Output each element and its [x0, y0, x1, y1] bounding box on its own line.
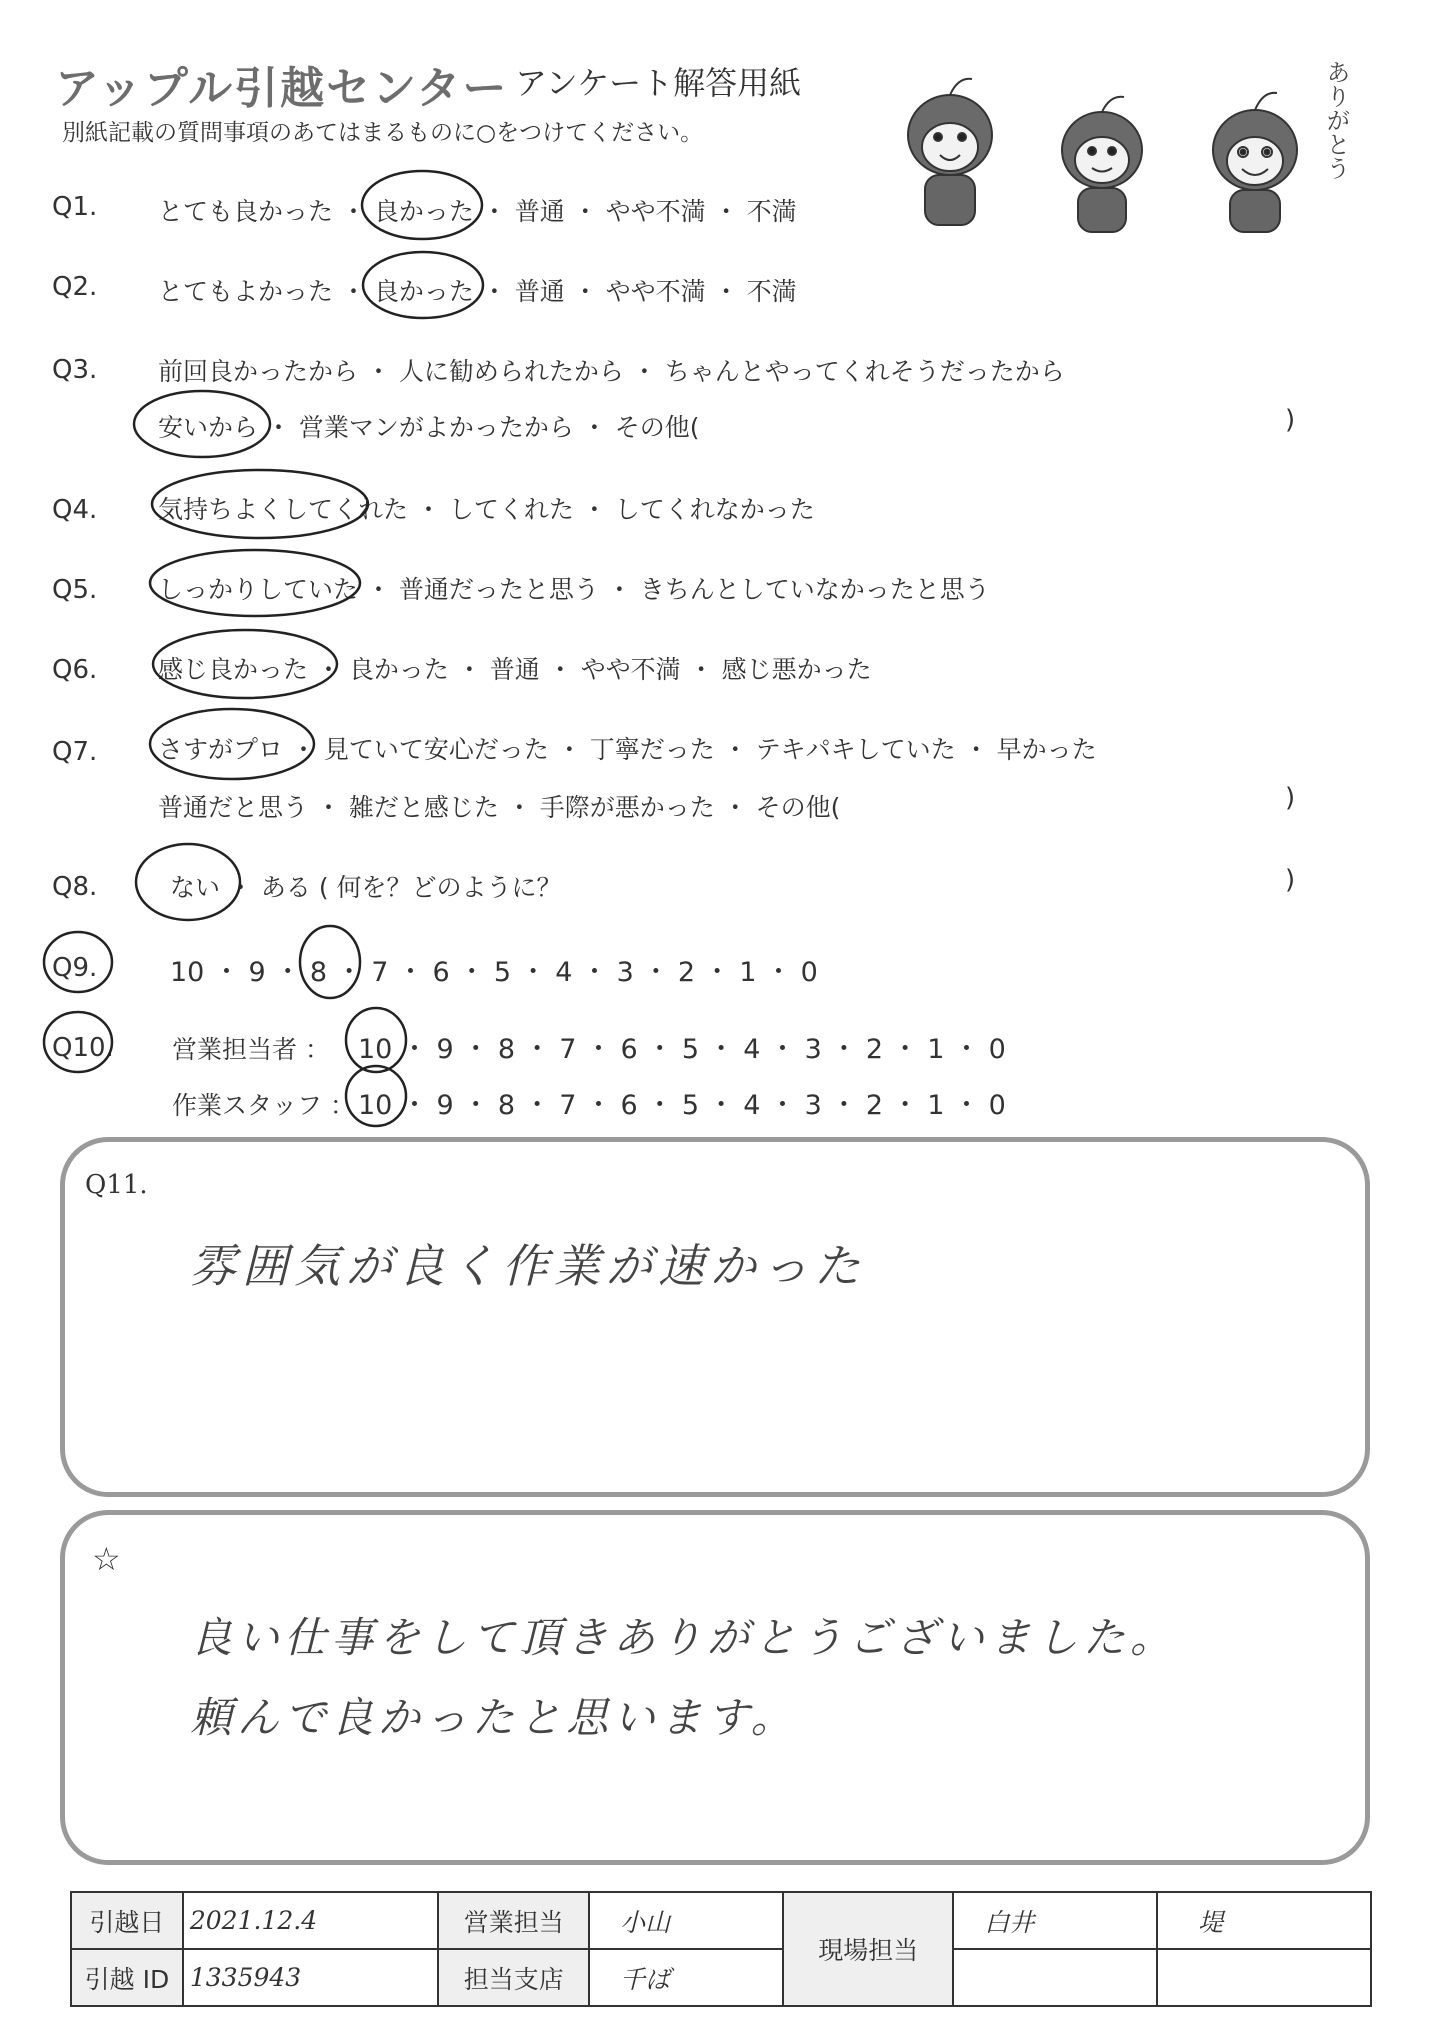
form-subtitle: アンケート解答用紙	[515, 64, 802, 102]
q9-label: Q9.	[52, 953, 98, 983]
star-icon: ☆	[92, 1540, 121, 1578]
q10-sales-label: 営業担当者 ：	[172, 1035, 330, 1064]
q7-paren-close: )	[1285, 783, 1296, 813]
q11-label: Q11.	[85, 1170, 148, 1200]
q1-options: とても良かった ・ 良かった ・ 普通 ・ やや不満 ・ 不満	[158, 197, 797, 226]
q2-circle	[363, 252, 483, 318]
move-date-label: 引越日	[71, 1892, 183, 1949]
comment-line-2: 頼んで良かったと思います。	[190, 1693, 798, 1742]
q5-circle	[150, 550, 360, 616]
q10-label-circle	[44, 1012, 112, 1072]
q7-options-line1: さすがプロ ・ 見ていて安心だった ・ 丁寧だった ・ テキパキしていた ・ 早かった	[158, 735, 1097, 764]
mascot-caption: ありがとう	[1322, 60, 1350, 180]
brand-title: アップル引越センター	[55, 63, 509, 114]
q3-label: Q3.	[52, 355, 98, 385]
q9-answer-circle	[300, 926, 360, 998]
q7-options-line2: 普通だと思う ・ 雑だと感じた ・ 手際が悪かった ・ その他(	[158, 793, 841, 822]
q10-staff-circle	[346, 1066, 406, 1126]
q11-handwritten-answer: 雰囲気が良く作業が速かった	[190, 1239, 866, 1293]
q4-label: Q4.	[52, 495, 98, 525]
move-id-value: 1335943	[183, 1949, 439, 2006]
comment-line-1: 良い仕事をして頂きありがとうございました。	[190, 1613, 1178, 1662]
move-info-table	[70, 1891, 1372, 2007]
q8-paren-close: )	[1285, 865, 1296, 895]
sales-rep-name: 小山	[589, 1892, 783, 1949]
q6-circle	[153, 630, 337, 698]
site-staff-empty-1	[953, 1949, 1157, 2006]
q3-options-line2: 安いから ・ 営業マンがよかったから ・ その他(	[158, 413, 700, 442]
q3-options-line1: 前回良かったから ・ 人に勧められたから ・ ちゃんとやってくれそうだったから	[158, 357, 1065, 386]
q7-circle	[150, 709, 314, 779]
q9-label-circle	[44, 932, 112, 992]
branch-label: 担当支店	[438, 1949, 589, 2006]
site-staff-1: 白井	[953, 1892, 1157, 1949]
q3-paren-close: )	[1285, 405, 1296, 435]
sales-rep-label: 営業担当	[438, 1892, 589, 1949]
q6-label: Q6.	[52, 655, 98, 685]
q2-options: とてもよかった ・ 良かった ・ 普通 ・ やや不満 ・ 不満	[158, 277, 797, 306]
move-id-label: 引越 ID	[71, 1949, 183, 2006]
q8-options: ない ・ ある ( 何を？どのように？	[170, 873, 562, 902]
instruction-text: 別紙記載の質問事項のあてはまるものに○をつけてください。	[62, 120, 704, 146]
q3-circle	[134, 391, 270, 457]
q9-scale: 10 ・ 9 ・ 8 ・ 7 ・ 6 ・ 5 ・ 4 ・ 3 ・ 2 ・ 1 ・ 0	[170, 957, 818, 988]
site-staff-label: 現場担当	[783, 1892, 953, 2006]
q10-label: Q10.	[52, 1033, 114, 1063]
q10-staff-scale: 10 ・ 9 ・ 8 ・ 7 ・ 6 ・ 5 ・ 4 ・ 3 ・ 2 ・ 1 ・ 0	[358, 1090, 1006, 1121]
q4-circle	[152, 470, 368, 538]
q11-comment-box	[60, 1137, 1370, 1497]
q4-options: 気持ちよくしてくれた ・ してくれた ・ してくれなかった	[158, 495, 815, 524]
q10-sales-scale: 10 ・ 9 ・ 8 ・ 7 ・ 6 ・ 5 ・ 4 ・ 3 ・ 2 ・ 1 ・ 0	[358, 1034, 1006, 1065]
q5-label: Q5.	[52, 575, 98, 605]
q2-label: Q2.	[52, 272, 98, 302]
move-date-value: 2021.12.4	[183, 1892, 439, 1949]
q1-circle	[362, 171, 482, 239]
q10-staff-label: 作業スタッフ ：	[172, 1091, 355, 1120]
q8-label: Q8.	[52, 872, 98, 902]
branch-name: 千ば	[589, 1949, 783, 2006]
q7-label: Q7.	[52, 737, 98, 767]
site-staff-2: 堤	[1157, 1892, 1371, 1949]
q10-sales-circle	[346, 1008, 406, 1072]
q1-label: Q1.	[52, 192, 98, 222]
q5-options: しっかりしていた ・ 普通だったと思う ・ きちんとしていなかったと思う	[158, 575, 990, 604]
q6-options: 感じ良かった ・ 良かった ・ 普通 ・ やや不満 ・ 感じ悪かった	[158, 655, 872, 684]
site-staff-empty-2	[1157, 1949, 1371, 2006]
q8-circle	[136, 844, 240, 920]
